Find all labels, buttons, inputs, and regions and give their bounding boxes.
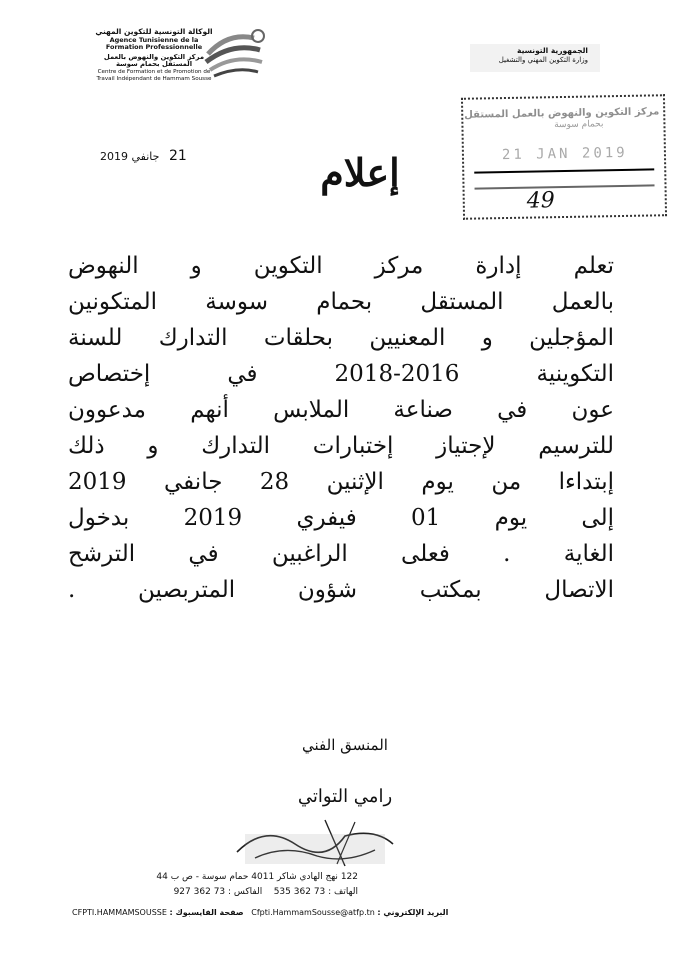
- document-date: [100, 148, 187, 164]
- agency-name-fr: Agence Tunisienne de la Formation Professionnelle: [105, 35, 203, 52]
- stamp-rule: [474, 168, 654, 173]
- center-name-fr: Centre de Formation et de Promotion de Travail Indépendant de Hammam Sousse: [96, 69, 212, 82]
- date-year: 2019: [100, 150, 128, 163]
- body-line: إلى يوم 01 فيفري 2019 بدخول: [68, 505, 614, 531]
- phone-line: [118, 885, 358, 900]
- stamp-title: مركز التكوين والنهوض بالعمل المستقل: [464, 106, 660, 121]
- stamp-date: 21 JAN 2019: [501, 144, 628, 164]
- agency-name-ar: الوكالة التونسية للتكوين المهني: [95, 27, 213, 36]
- phone-label: الهاتف :: [328, 887, 358, 897]
- facebook-label: : صفحة الفايسبوك: [169, 908, 244, 917]
- announcement-body: [68, 248, 614, 608]
- atfp-logo-icon: [198, 24, 270, 84]
- stamp-rule: [475, 184, 655, 189]
- phone-number: 73 362 535: [273, 887, 326, 897]
- ministry-header: [478, 46, 588, 65]
- agency-header: [95, 28, 213, 82]
- ministry-line: وزارة التكوين المهني والتشغيل: [498, 55, 588, 64]
- date-month: جانفي: [131, 150, 160, 163]
- body-line: بالعمل المستقل بحمام سوسة المتكونين: [68, 289, 614, 315]
- received-stamp: [461, 94, 667, 220]
- stamp-subtitle: بحمام سوسة: [554, 119, 604, 131]
- fax-label: الفاكس :: [228, 887, 263, 897]
- body-line: الاتصال بمكتب شؤون المتربصين .: [68, 577, 614, 603]
- body-line: إبتداءا من يوم الإثنين 28 جانفي 2019: [68, 469, 614, 495]
- center-name-ar: مركز التكوين والنهوض بالعمل المستقل بحمام سوسة: [103, 52, 205, 69]
- facebook-handle: CFPTI.HAMMAMSOUSSE: [72, 908, 167, 917]
- body-line: تعلم إدارة مركز التكوين و النهوض: [68, 253, 614, 279]
- body-line: عون في صناعة الملابس أنهم مدعوون: [68, 397, 614, 423]
- email-label: : البريد الإلكتروني: [377, 908, 449, 917]
- date-day: 21: [168, 148, 187, 164]
- signer-role: المنسق الفني: [302, 736, 388, 754]
- address-line: 122 نهج الهادي شاكر 4011 حمام سوسة - ص ب 44: [156, 872, 358, 882]
- email-address: Cfpti.HammamSousse@atfp.tn: [251, 908, 375, 917]
- republic-line: الجمهورية التونسية: [517, 46, 588, 55]
- page-title: إعلام: [320, 150, 400, 195]
- body-line: التكوينية 2016-2018 في إختصاص: [68, 361, 614, 387]
- fax-number: 73 362 927: [173, 887, 226, 897]
- body-line: الغاية . فعلى الراغبين في الترشح: [68, 541, 614, 567]
- body-line: للترسيم لإجتياز إختبارات التدارك و ذلك: [68, 433, 614, 459]
- handwritten-signature-icon: [225, 814, 400, 872]
- footer-contacts: [72, 908, 449, 917]
- body-line: المؤجلين و المعنيين بحلقات التدارك للسنة: [68, 325, 614, 351]
- stamp-number: 49: [526, 188, 555, 214]
- signer-name: رامي التواتي: [297, 786, 393, 807]
- footer-address: [118, 870, 358, 900]
